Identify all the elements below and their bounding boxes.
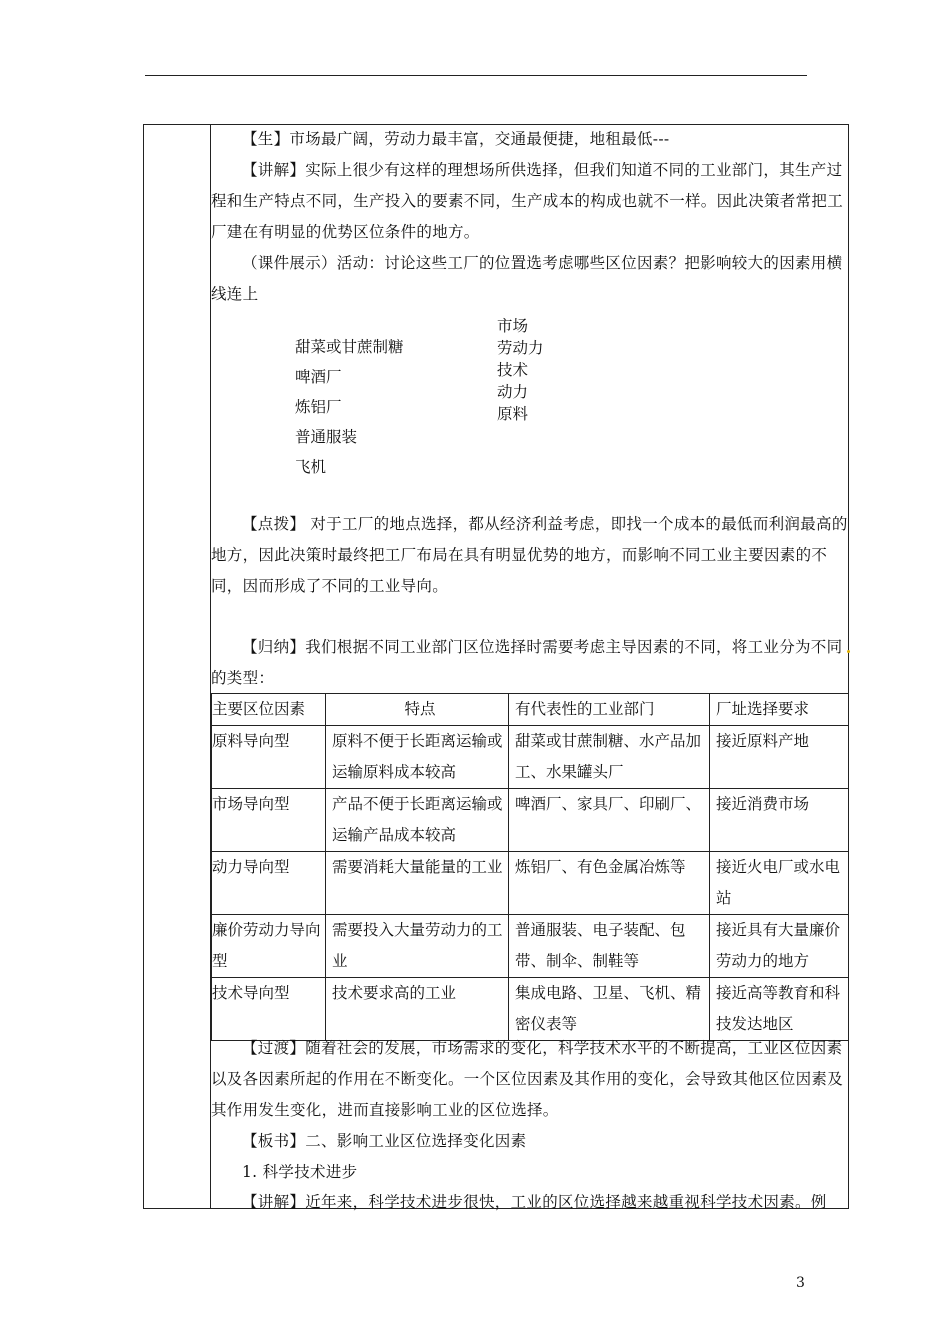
cell-factor: 动力导向型	[212, 852, 326, 915]
cell-factor: 廉价劳动力导向型	[212, 915, 326, 978]
table-row	[212, 852, 849, 915]
student-answer: 【生】市场最广阔，劳动力最丰富，交通最便捷，地租最低---	[242, 130, 670, 148]
cell-site: 接近原料产地	[710, 726, 849, 789]
page-number: 3	[796, 1275, 805, 1291]
factor-item: 劳动力	[497, 339, 544, 357]
cell-feature: 需要消耗大量能量的工业	[326, 852, 509, 915]
cell-factor: 技术导向型	[212, 978, 326, 1041]
factory-item: 啤酒厂	[295, 368, 342, 386]
cell-factor: 原料导向型	[212, 726, 326, 789]
factor-item: 技术	[497, 361, 529, 379]
cell-feature: 产品不便于长距离运输或运输产品成本较高	[326, 789, 509, 852]
table-row	[212, 726, 849, 789]
header-site-requirement: 厂址选择要求	[710, 694, 849, 726]
explanation-science-tech: 【讲解】近年来，科学技术进步很快，工业的区位选择越来越重视科学技术因素。例	[242, 1193, 827, 1211]
cell-industry: 炼铝厂、有色金属冶炼等	[509, 852, 710, 915]
cell-industry: 甜菜或甘蔗制糖、水产品加工、水果罐头厂	[509, 726, 710, 789]
factor-list	[497, 315, 544, 425]
tip-paragraph: 【点拨】 对于工厂的地点选择，都从经济利益考虑，即找一个成本的最低而利润最高的地方，因此决策时最终把工厂布局在具有明显优势的地方，而影响不同工业主要因素的不同，因而形成了不同的工业导向。	[211, 515, 848, 595]
header-industry: 有代表性的工业部门	[509, 694, 710, 726]
cell-factor: 市场导向型	[212, 789, 326, 852]
cell-feature: 需要投入大量劳动力的工业	[326, 915, 509, 978]
factory-item: 炼铝厂	[295, 398, 342, 416]
transition-paragraph: 【过渡】随着社会的发展，市场需求的变化，科学技术水平的不断提高，工业区位因素以及各因素所起的作用在不断变化。一个区位因素及其作用的变化，会导致其他区位因素及其作用发生变化，进而直接影响工业的区位选择。	[211, 1039, 844, 1119]
cell-site: 接近火电厂或水电站	[710, 852, 849, 915]
factor-item: 市场	[497, 317, 529, 335]
cell-site: 接近高等教育和科技发达地区	[710, 978, 849, 1041]
industry-orientation-table	[211, 693, 849, 1041]
subheading-science-tech: 1. 科学技术进步	[242, 1163, 358, 1181]
summary-paragraph: 【归纳】我们根据不同工业部门区位选择时需要考虑主导因素的不同，将工业分为不同的类型：	[211, 638, 843, 687]
table-row	[212, 978, 849, 1041]
header-factor: 主要区位因素	[212, 694, 326, 726]
activity-prompt: （课件展示）活动：讨论这些工厂的位置选考虑哪些区位因素？把影响较大的因素用横线连上	[211, 254, 843, 303]
cell-industry: 集成电路、卫星、飞机、精密仪表等	[509, 978, 710, 1041]
cell-site: 接近消费市场	[710, 789, 849, 852]
explanation-paragraph: 【讲解】实际上很少有这样的理想场所供选择，但我们知道不同的工业部门，其生产过程和生产特点不同，生产投入的要素不同，生产成本的构成也就不一样。因此决策者常把工厂建在有明显的优势区位条件的地方。	[211, 161, 844, 241]
table-header-row	[212, 694, 849, 726]
header-feature: 特点	[326, 694, 509, 726]
cell-feature: 技术要求高的工业	[326, 978, 509, 1041]
factory-item: 普通服装	[295, 428, 358, 446]
factory-item: 飞机	[295, 458, 327, 476]
board-heading: 【板书】二、影响工业区位选择变化因素	[242, 1132, 527, 1150]
factor-item: 动力	[497, 383, 529, 401]
cell-industry: 啤酒厂、家具厂、印刷厂、	[509, 789, 710, 852]
table-row	[212, 789, 849, 852]
cell-industry: 普通服装、电子装配、包带、制伞、制鞋等	[509, 915, 710, 978]
table-row	[212, 915, 849, 978]
stray-mark	[847, 650, 850, 653]
factor-item: 原料	[497, 405, 529, 423]
factory-list	[295, 332, 404, 482]
factory-item: 甜菜或甘蔗制糖	[295, 338, 404, 356]
cell-feature: 原料不便于长距离运输或运输原料成本较高	[326, 726, 509, 789]
cell-site: 接近具有大量廉价劳动力的地方	[710, 915, 849, 978]
header-rule	[145, 75, 807, 76]
